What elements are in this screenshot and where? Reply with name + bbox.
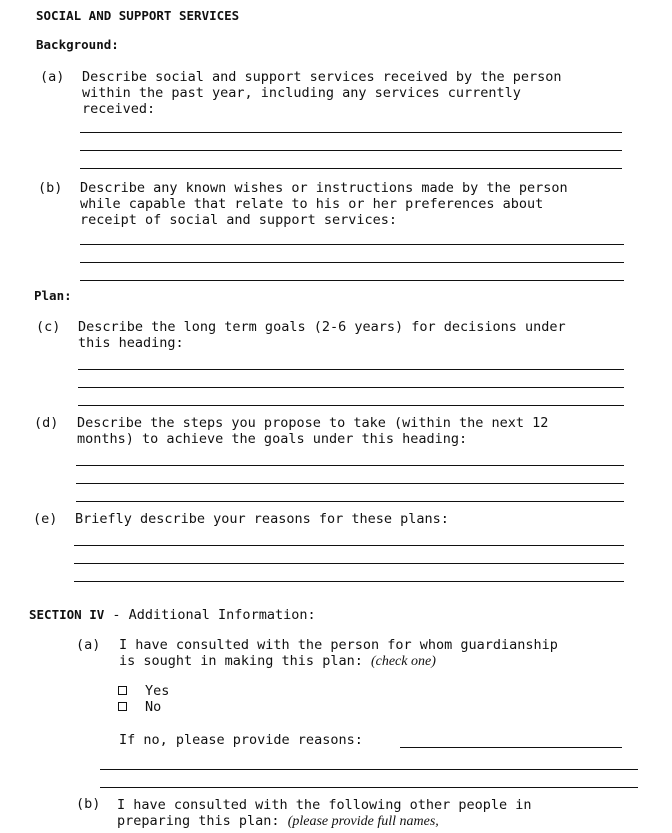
answer-line[interactable] [80, 280, 624, 281]
full-names-note: (please provide full names, [287, 814, 439, 829]
answer-line[interactable] [74, 545, 624, 546]
answer-line[interactable] [80, 168, 622, 169]
section-iv-heading [29, 607, 316, 623]
section-iv-label: SECTION IV [29, 607, 105, 622]
reasons-input-line[interactable] [400, 747, 622, 748]
no-checkbox[interactable] [118, 702, 127, 711]
item-e-marker: (e) [33, 511, 58, 527]
check-one-note: (check one) [370, 654, 436, 669]
answer-line[interactable] [78, 387, 624, 388]
answer-line[interactable] [80, 262, 624, 263]
answer-line[interactable] [80, 244, 624, 245]
page-title: SOCIAL AND SUPPORT SERVICES [36, 8, 240, 23]
item-d-line-1: Describe the steps you propose to take (within the next 12 [77, 415, 549, 431]
answer-line[interactable] [74, 581, 624, 582]
background-heading: Background: [36, 37, 119, 52]
item-a-line-2: within the past year, including any services currently [82, 85, 521, 101]
item-a-line-1: Describe social and support services received by the person [82, 69, 562, 85]
s4-item-a-line-2-text: is sought in making this plan: [119, 653, 371, 669]
item-c-marker: (c) [36, 319, 61, 335]
s4-item-b-marker: (b) [76, 796, 101, 812]
answer-line[interactable] [76, 501, 624, 502]
answer-line[interactable] [100, 769, 638, 770]
item-c-line-1: Describe the long term goals (2-6 years) for decisions under [78, 319, 566, 335]
answer-line[interactable] [76, 483, 624, 484]
item-b-marker: (b) [38, 180, 63, 196]
item-c-line-2: this heading: [78, 335, 184, 351]
s4-item-b-line-2-text: preparing this plan: [117, 813, 288, 829]
item-a-line-3: received: [82, 101, 156, 117]
answer-line[interactable] [78, 369, 624, 370]
item-b-line-1: Describe any known wishes or instructions made by the person [80, 180, 568, 196]
s4-item-a-marker: (a) [76, 637, 101, 653]
item-d-line-2: months) to achieve the goals under this heading: [77, 431, 468, 447]
s4-item-b-line-2 [117, 813, 439, 830]
yes-checkbox[interactable] [118, 686, 127, 695]
item-a-marker: (a) [40, 69, 65, 85]
answer-line[interactable] [76, 465, 624, 466]
item-b-line-2: while capable that relate to his or her preferences about [80, 196, 544, 212]
answer-line[interactable] [80, 132, 622, 133]
s4-item-a-line-1: I have consulted with the person for whom guardianship [119, 637, 558, 653]
answer-line[interactable] [74, 563, 624, 564]
s4-item-b-line-1: I have consulted with the following other people in [117, 797, 532, 813]
yes-label: Yes [145, 683, 170, 699]
answer-line[interactable] [100, 787, 638, 788]
no-label: No [145, 699, 162, 715]
item-e-line-1: Briefly describe your reasons for these plans: [75, 511, 449, 527]
answer-line[interactable] [78, 405, 624, 406]
plan-heading: Plan: [34, 288, 72, 303]
section-iv-title: - Additional Information: [104, 607, 316, 623]
if-no-label: If no, please provide reasons: [119, 732, 363, 748]
item-b-line-3: receipt of social and support services: [80, 212, 397, 228]
answer-line[interactable] [80, 150, 622, 151]
s4-item-a-line-2 [119, 653, 436, 670]
item-d-marker: (d) [34, 415, 59, 431]
